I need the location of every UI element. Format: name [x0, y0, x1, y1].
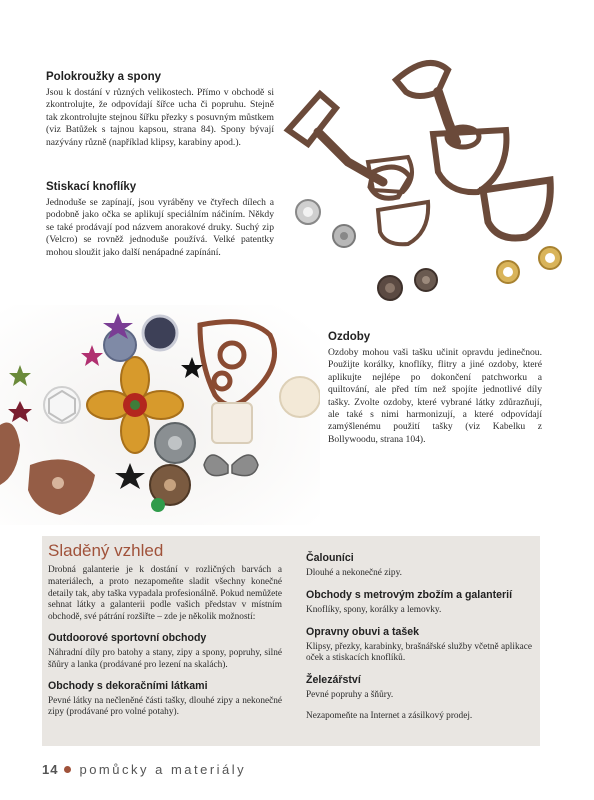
box-closing: Nezapomeňte na Internet a zásilkový prodej.	[306, 710, 473, 721]
box-item-heading: Obchody s metrovým zbožím a galanterií	[306, 588, 513, 601]
hardware-photo	[278, 52, 578, 312]
box-item-heading: Outdoorové sportovní obchody	[48, 631, 207, 644]
box-item-text: Pevné popruhy a šňůry.	[306, 690, 394, 701]
section-polokrouzky	[46, 71, 274, 149]
box-item-heading: Čalouníci	[306, 552, 354, 564]
box-item-text: Pevné látky na nečleněné části tašky, dlouhé zipy a nekonečné zipy (prodávané pro volné potahy).	[48, 695, 282, 718]
box-title: Sladěný vzhled	[48, 541, 164, 560]
box-item-text: Dlouhé a nekonečné zipy.	[306, 568, 402, 578]
box-intro: Drobná galanterie je k dostání v rozličných barvách a materiálech, a proto nezapomeňte sladit všechny konečné detaily tak, aby taška vypadala profesionálně. Pokud nemůžete sehnat látky a galanterii podle vašich představ v místním obchodě, své pátrání rozšiřte – zde je několik možností:	[48, 565, 282, 623]
section-text: Ozdoby mohou vaši tašku učinit opravdu jedinečnou. Použijte korálky, knoflíky, flitry a jiné ozdoby, které aplikujte nejlépe po dokončení patchworku a quiltování, ale před tím než spojíte jednotlivé díly tašky. Zvolte ozdoby, které vybrané látky zdůrazňují, ale také s nimi harmonizují, a které odpovídají zamýšlenému použití tašky (viz Kabelku z Bollywoodu, strana 104).	[328, 347, 542, 445]
box-item-heading: Obchody s dekoračními látkami	[48, 679, 208, 692]
section-heading: Ozdoby	[328, 331, 371, 343]
box-item-heading: Opravny obuvi a tašek	[306, 625, 420, 638]
footer-section-title: pomůcky a materiály	[79, 762, 247, 777]
box-item-text: Knoflíky, spony, korálky a lemovky.	[306, 604, 442, 615]
section-text: Jednoduše se zapínají, jsou vyráběny ve čtyřech dílech a podobně jako očka se aplikují speciálním náčiním. Někdy se také prodávají pod názvem anorakové druky. Suchý zip (Velcro) se rovněž jednoduše používá. Velké patentky mohou sloužit jako další nenápadné zapínání.	[46, 197, 274, 258]
page-number: 14	[42, 762, 59, 777]
box-left-column	[48, 541, 282, 719]
bullet-dot-icon	[64, 766, 71, 773]
embellishments-photo	[0, 305, 320, 525]
section-stiskaci	[46, 181, 274, 259]
section-heading: Stiskací knoflíky	[46, 181, 137, 193]
box-item-heading: Železářství	[306, 674, 361, 687]
matching-look-box	[42, 536, 540, 746]
box-item-text: Náhradní díly pro batohy a stany, zipy a spony, popruhy, silné šňůry a lanka (prodávané pro lezení na skalách).	[48, 647, 282, 670]
section-heading: Polokroužky a spony	[46, 71, 162, 83]
section-ozdoby	[328, 331, 542, 446]
box-item-text: Klipsy, přezky, karabinky, brašnářské služby včetně aplikace oček a stiskacích knoflíků.	[306, 641, 532, 664]
box-right-column	[306, 552, 532, 723]
section-text: Jsou k dostání v různých velikostech. Přímo v obchodě si zkontrolujte, že odpovídají šířce ucha či popruhu. Stejně tak zkontrolujte stejnou šířku přezky s posuvným můstkem (viz Batůžek s tajnou kapsou, strana 84). Spony bývají nazývány různě (například klipsy, karabiny apod.).	[46, 87, 274, 148]
page-footer	[42, 762, 246, 777]
